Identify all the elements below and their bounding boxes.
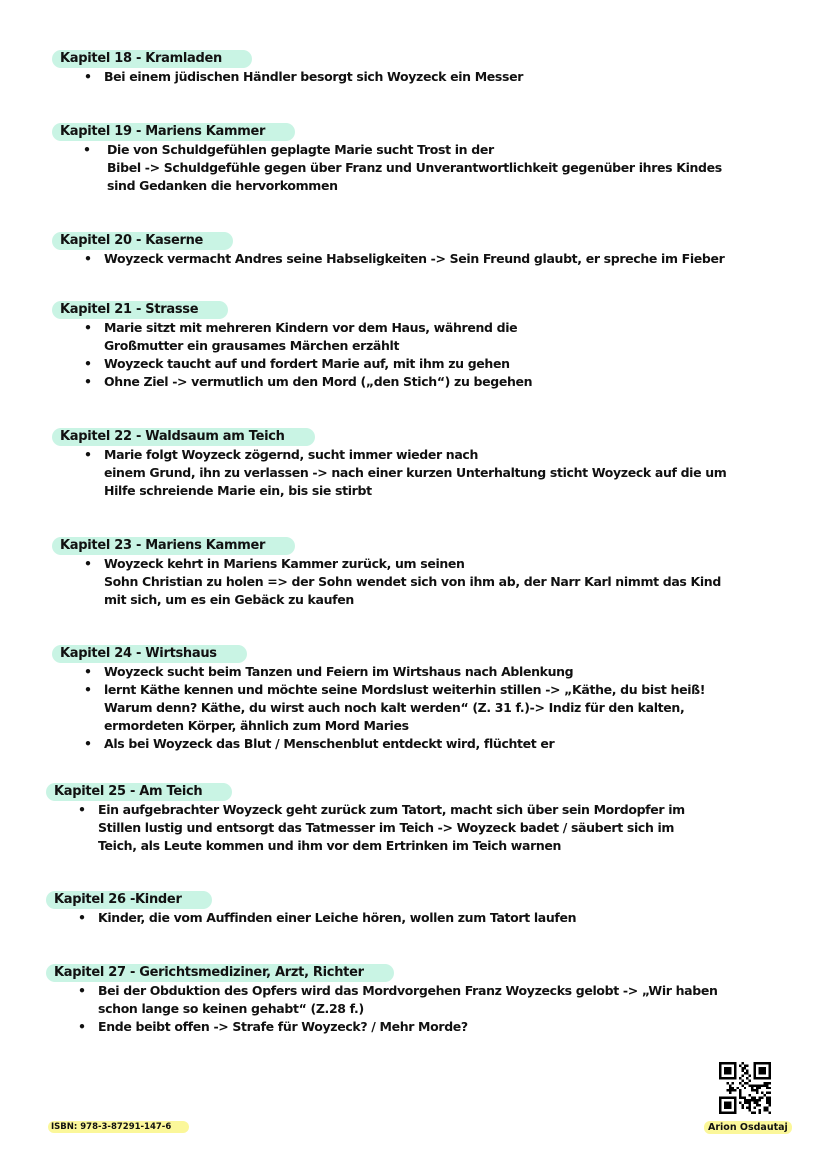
bullet-line: lernt Käthe kennen und möchte seine Mordslust weiterhin stillen -> „Käthe, du bist heiß!	[104, 682, 706, 697]
bullet-line: Marie folgt Woyzeck zögernd, sucht immer wieder nach	[104, 447, 479, 462]
bullet-line: Die von Schuldgefühlen geplagte Marie sucht Trost in der	[107, 142, 494, 157]
bullet-line: Teich, als Leute kommen und ihm vor dem Ertrinken im Teich warnen	[98, 838, 562, 853]
author-label: Arion Osdautaj	[704, 1121, 792, 1134]
bullet-icon: •	[78, 802, 86, 817]
bullet-line: Ende beibt offen -> Strafe für Woyzeck? / Mehr Morde?	[98, 1019, 468, 1034]
bullet-icon: •	[84, 664, 92, 679]
bullet-item	[78, 1018, 828, 1036]
chapter-section	[0, 425, 828, 500]
bullet-item	[84, 555, 828, 609]
bullet-icon: •	[84, 69, 92, 84]
chapter-heading: Kapitel 18 - Kramladen	[52, 50, 252, 68]
chapter-section	[0, 229, 828, 268]
bullet-line: Großmutter ein grausames Märchen erzählt	[104, 338, 400, 353]
bullet-item	[84, 250, 828, 268]
bullet-item	[78, 909, 828, 927]
bullet-icon: •	[84, 320, 92, 335]
bullet-line: Woyzeck kehrt in Mariens Kammer zurück, um seinen	[104, 556, 465, 571]
chapter-section	[0, 642, 828, 753]
bullet-icon: •	[84, 736, 92, 751]
bullet-item	[84, 446, 828, 500]
bullet-line: Sohn Christian zu holen => der Sohn wendet sich von ihm ab, der Narr Karl nimmt das Kind	[104, 574, 721, 589]
bullet-line: mit sich, um es ein Gebäck zu kaufen	[104, 592, 354, 607]
chapter-section	[0, 888, 828, 927]
bullet-item	[84, 68, 828, 86]
chapter-heading: Kapitel 25 - Am Teich	[46, 783, 232, 801]
chapter-section	[0, 961, 828, 1036]
chapter-section	[0, 780, 828, 855]
bullet-item	[84, 663, 828, 681]
bullet-icon: •	[83, 142, 91, 157]
bullet-line: Als bei Woyzeck das Blut / Menschenblut entdeckt wird, flüchtet er	[104, 736, 555, 751]
bullet-line: Bibel -> Schuldgefühle gegen über Franz und Unverantwortlichkeit gegenüber ihres Kindes	[107, 160, 722, 175]
bullet-item	[84, 355, 828, 373]
bullet-line: Woyzeck vermacht Andres seine Habseligkeiten -> Sein Freund glaubt, er spreche im Fieber	[104, 251, 725, 266]
bullet-line: Hilfe schreiende Marie ein, bis sie stirbt	[104, 483, 372, 498]
chapter-section	[0, 534, 828, 609]
chapter-heading: Kapitel 20 - Kaserne	[52, 232, 233, 250]
chapter-heading: Kapitel 27 - Gerichtsmediziner, Arzt, Richter	[46, 964, 394, 982]
bullet-item	[84, 373, 828, 391]
bullet-icon: •	[84, 447, 92, 462]
bullet-line: einem Grund, ihn zu verlassen -> nach einer kurzen Unterhaltung sticht Woyzeck auf die um	[104, 465, 727, 480]
bullet-item	[84, 319, 828, 355]
bullet-line: Ohne Ziel -> vermutlich um den Mord („den Stich“) zu begehen	[104, 374, 533, 389]
chapter-section	[0, 120, 828, 195]
chapter-heading: Kapitel 22 - Waldsaum am Teich	[52, 428, 315, 446]
bullet-line: Stillen lustig und entsorgt das Tatmesser im Teich -> Woyzeck badet / säubert sich im	[98, 820, 675, 835]
bullet-line: Woyzeck sucht beim Tanzen und Feiern im Wirtshaus nach Ablenkung	[104, 664, 574, 679]
isbn-label: ISBN: 978-3-87291-147-6	[48, 1121, 189, 1133]
chapter-section	[0, 47, 828, 86]
bullet-line: Kinder, die vom Auffinden einer Leiche hören, wollen zum Tatort laufen	[98, 910, 577, 925]
bullet-item	[84, 681, 828, 735]
bullet-line: Bei einem jüdischen Händler besorgt sich Woyzeck ein Messer	[104, 69, 524, 84]
bullet-icon: •	[84, 356, 92, 371]
bullet-icon: •	[78, 983, 86, 998]
bullet-line: Warum denn? Käthe, du wirst auch noch kalt werden“ (Z. 31 f.)-> Indiz für den kalten,	[104, 700, 685, 715]
bullet-item	[83, 141, 828, 195]
chapter-heading: Kapitel 26 -Kinder	[46, 891, 212, 909]
bullet-line: Woyzeck taucht auf und fordert Marie auf, mit ihm zu gehen	[104, 356, 510, 371]
chapter-heading: Kapitel 23 - Mariens Kammer	[52, 537, 295, 555]
bullet-icon: •	[84, 374, 92, 389]
bullet-line: Marie sitzt mit mehreren Kindern vor dem Haus, während die	[104, 320, 518, 335]
bullet-line: ermordeten Körper, ähnlich zum Mord Maries	[104, 718, 409, 733]
bullet-line: Bei der Obduktion des Opfers wird das Mordvorgehen Franz Woyzecks gelobt -> „Wir haben	[98, 983, 718, 998]
bullet-icon: •	[78, 1019, 86, 1034]
bullet-item	[78, 982, 828, 1018]
bullet-line: schon lange so keinen gehabt“ (Z.28 f.)	[98, 1001, 364, 1016]
bullet-item	[84, 735, 828, 753]
bullet-icon: •	[78, 910, 86, 925]
chapter-heading: Kapitel 21 - Strasse	[52, 301, 228, 319]
bullet-line: Ein aufgebrachter Woyzeck geht zurück zum Tatort, macht sich über sein Mordopfer im	[98, 802, 685, 817]
bullet-item	[78, 801, 828, 855]
chapter-heading: Kapitel 24 - Wirtshaus	[52, 645, 247, 663]
bullet-icon: •	[84, 682, 92, 697]
bullet-icon: •	[84, 251, 92, 266]
chapter-heading: Kapitel 19 - Mariens Kammer	[52, 123, 295, 141]
chapter-section	[0, 298, 828, 391]
bullet-icon: •	[84, 556, 92, 571]
bullet-line: sind Gedanken die hervorkommen	[107, 178, 338, 193]
qr-code	[719, 1062, 771, 1114]
